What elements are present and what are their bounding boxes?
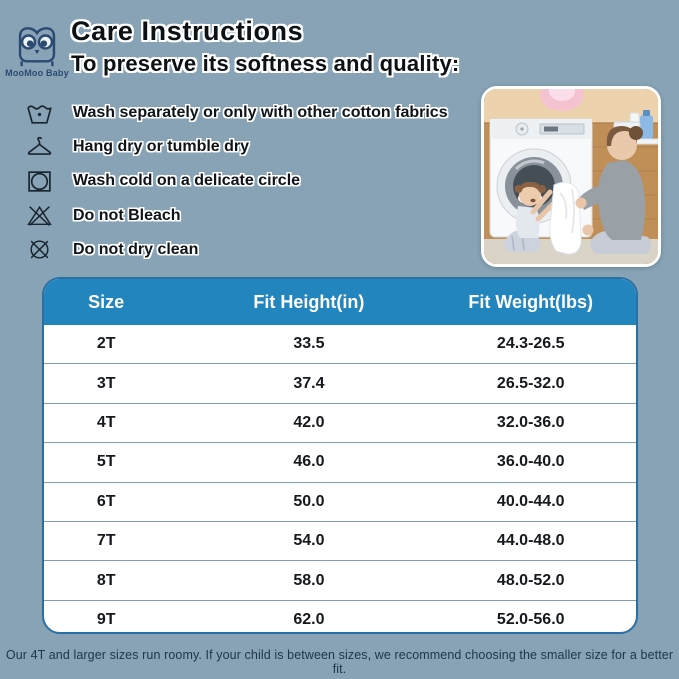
cell-height: 42.0 [293,413,325,431]
table-row [44,403,636,442]
laundry-photo-illustration [484,89,658,264]
heading-block [71,16,459,77]
care-item-no-bleach [25,199,448,233]
cell-size: 9T [96,610,116,628]
table-row [44,560,636,599]
care-item-label: Wash separately or only with other cotton fabrics [73,104,448,122]
column-header-fit-weight: Fit Weight(lbs) [468,291,594,312]
table-row [44,442,636,481]
cell-weight: 40.0-44.0 [496,492,565,510]
cell-size: 3T [96,374,116,392]
cell-size: 5T [96,453,116,471]
cell-height: 58.0 [293,571,325,589]
table-row [44,600,636,634]
laundry-photo [481,86,661,267]
care-item-no-dry-clean [25,233,448,267]
care-item-label: Do not Bleach [73,206,181,224]
cell-size: 7T [96,532,116,550]
cell-height: 62.0 [293,610,325,628]
column-header-fit-height: Fit Height(in) [253,291,365,312]
table-row [44,363,636,402]
care-item-label: Hang dry or tumble dry [73,138,250,156]
cell-weight: 44.0-48.0 [496,532,565,550]
size-table-body [44,325,636,634]
size-table-header-row [44,279,636,325]
cell-size: 8T [96,571,116,589]
cell-size: 4T [96,413,116,431]
care-item-wash-separately [25,96,448,130]
table-row [44,325,636,363]
cell-weight: 26.5-32.0 [496,374,565,392]
cell-size: 6T [96,492,116,510]
cell-height: 33.5 [293,335,325,353]
table-row [44,521,636,560]
brand-name: MooMoo Baby [5,68,69,78]
hanger-icon [25,133,53,161]
cell-weight: 48.0-52.0 [496,571,565,589]
wash-tub-one-dot-icon [25,99,53,127]
cell-height: 54.0 [293,532,325,550]
cell-weight: 52.0-56.0 [496,610,565,628]
cell-weight: 24.3-26.5 [496,335,565,353]
do-not-bleach-crossed-triangle-icon [25,202,53,230]
size-table [42,277,638,634]
cell-height: 46.0 [293,453,325,471]
circle-in-square-icon [25,167,53,195]
page-title: Care Instructions [71,16,304,46]
table-row [44,482,636,521]
care-item-hang-dry [25,130,448,164]
do-not-dry-clean-crossed-circle-icon [25,236,53,264]
owl-logo-icon [4,25,70,67]
column-header-size: Size [88,291,125,312]
care-item-wash-cold [25,164,448,198]
cell-height: 37.4 [293,374,325,392]
footer-note: Our 4T and larger sizes run roomy. If your child is between sizes, we recommend choosing the smaller size for a better fit. [5,648,674,676]
care-item-label: Do not dry clean [73,240,199,258]
care-instructions-list [25,96,448,267]
cell-size: 2T [96,335,116,353]
cell-height: 50.0 [293,492,325,510]
cell-weight: 36.0-40.0 [496,453,565,471]
cell-weight: 32.0-36.0 [496,413,565,431]
brand-logo [4,25,70,78]
page-subtitle: To preserve its softness and quality: [71,51,460,76]
care-item-label: Wash cold on a delicate circle [73,172,301,190]
